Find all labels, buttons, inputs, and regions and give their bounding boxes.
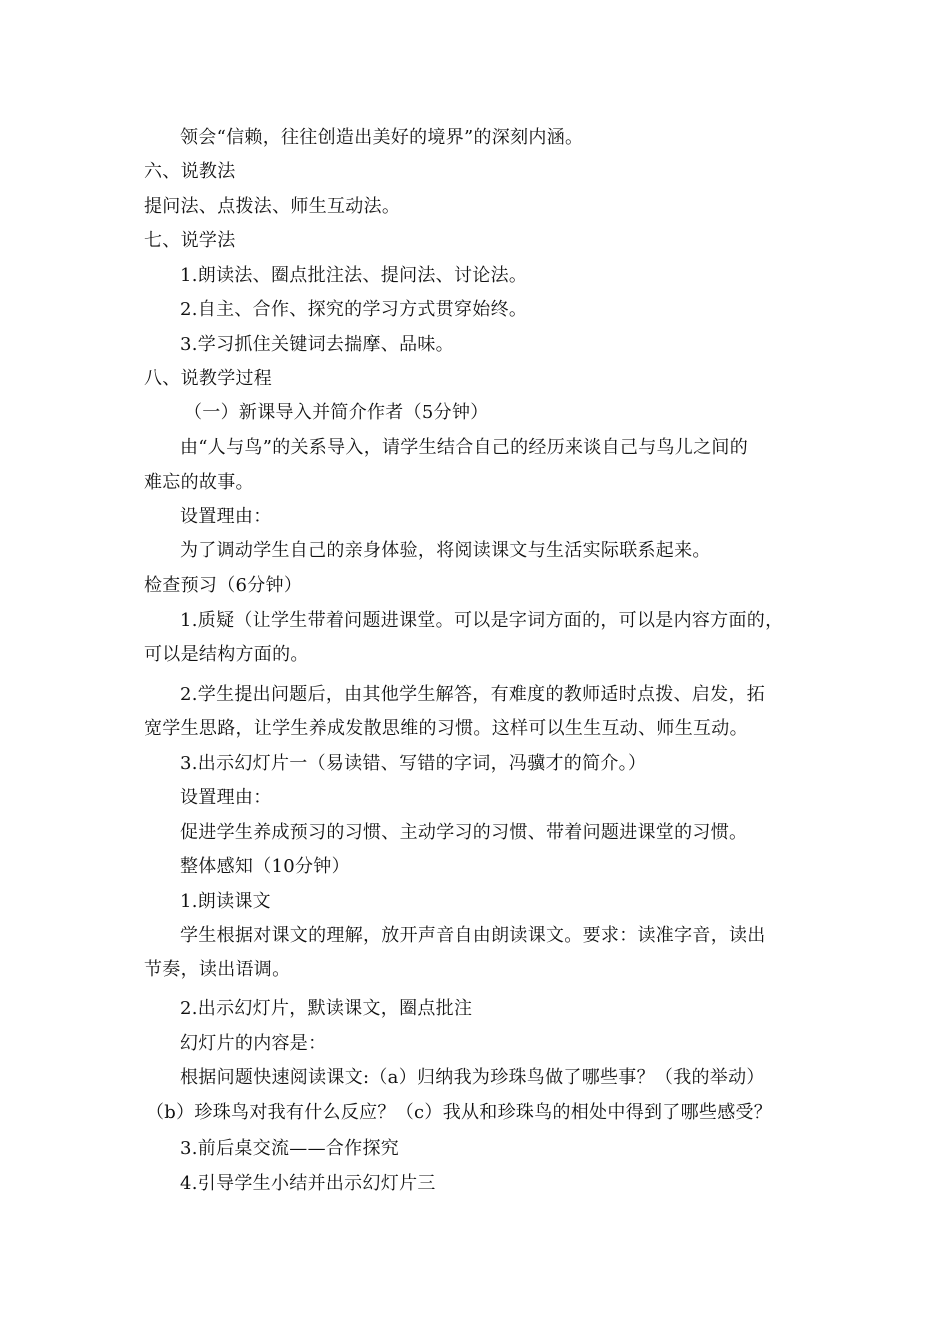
list-item: 3.前后桌交流——合作探究 [180, 1138, 400, 1159]
list-item: 4.引导学生小结并出示幻灯片三 [180, 1173, 436, 1194]
subsection-heading: （一）新课导入并简介作者（5分钟） [184, 402, 489, 423]
text-line: （b）珍珠鸟对我有什么反应？（c）我从和珍珠鸟的相处中得到了哪些感受？ [146, 1102, 773, 1123]
list-item: 3.学习抓住关键词去揣摩、品味。 [180, 334, 454, 355]
text-line: 学生根据对课文的理解，放开声音自由朗读课文。要求：读准字音，读出 [180, 925, 766, 946]
subsection-heading: 整体感知（10分钟） [180, 856, 350, 877]
text-line: 节奏，读出语调。 [144, 959, 291, 980]
text-line: 领会“信赖，往往创造出美好的境界”的深刻内涵。 [180, 127, 584, 148]
text-line: 宽学生思路，让学生养成发散思维的习惯。这样可以生生互动、师生互动。 [144, 718, 748, 739]
text-line: 由“人与鸟”的关系导入，请学生结合自己的经历来谈自己与鸟儿之间的 [180, 437, 749, 458]
text-line: 幻灯片的内容是： [180, 1033, 327, 1054]
list-item: 2.学生提出问题后，由其他学生解答，有难度的教师适时点拨、启发，拓 [180, 684, 766, 705]
text-line: 可以是结构方面的。 [144, 644, 309, 665]
text-line: 促进学生养成预习的习惯、主动学习的习惯、带着问题进课堂的习惯。 [180, 822, 748, 843]
section-heading: 七、说学法 [144, 230, 236, 251]
subsection-heading: 检查预习（6分钟） [144, 575, 303, 596]
text-line: 设置理由： [180, 506, 272, 527]
list-item: 1.朗读课文 [180, 891, 271, 912]
text-line: 设置理由： [180, 787, 272, 808]
list-item: 3.出示幻灯片一（易读错、写错的字词，冯骥才的简介。） [180, 753, 647, 774]
text-line: 为了调动学生自己的亲身体验，将阅读课文与生活实际联系起来。 [180, 540, 711, 561]
text-line: 提问法、点拨法、师生互动法。 [144, 196, 401, 217]
section-heading: 八、说教学过程 [144, 368, 273, 389]
list-item: 1.朗读法、圈点批注法、提问法、讨论法。 [180, 265, 528, 286]
section-heading: 六、说教法 [144, 161, 236, 182]
list-item: 2.自主、合作、探究的学习方式贯穿始终。 [180, 299, 528, 320]
list-item: 2.出示幻灯片，默读课文，圈点批注 [180, 998, 473, 1019]
text-line: 难忘的故事。 [144, 472, 254, 493]
list-item: 1.质疑（让学生带着问题进课堂。可以是字词方面的，可以是内容方面的， [180, 610, 784, 631]
text-line: 根据问题快速阅读课文:（a）归纳我为珍珠鸟做了哪些事？（我的举动） [180, 1067, 765, 1088]
